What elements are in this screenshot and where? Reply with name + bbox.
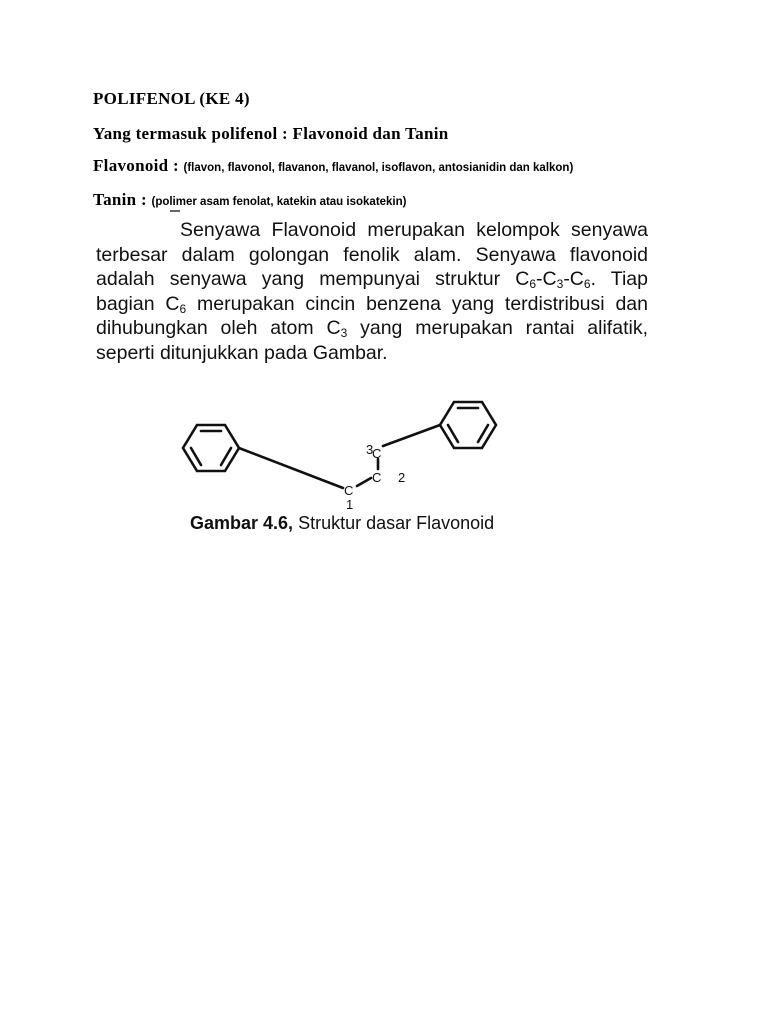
atom-c1: C bbox=[344, 483, 354, 498]
flavonoid-description: Senyawa Flavonoid merupakan kelompok senyawa terbesar dalam golongan fenolik alam. Senyawa flavonoid adalah senyawa yang mempunyai struktur $C_6-C_3-C_6$. Tiap bagian $C_6$ merupakan cincin benzena yang terdistribusi dan dihubungkan oleh atom $C_3$ yang merupakan rantai alifatik, seperti ditunjukkan pada Gambar. bbox=[96, 219, 648, 364]
tanin-detail: (polimer asam fenolat, katekin atau isokatekin) bbox=[151, 196, 407, 208]
polyphenol-types-line: Yang termasuk polifenol : Flavonoid dan Tanin bbox=[93, 124, 449, 143]
bond-ring-c1 bbox=[239, 448, 343, 488]
benzene-ring-left bbox=[183, 425, 239, 471]
tanin-label: Tanin : bbox=[93, 190, 147, 209]
atom-number-3: 3 bbox=[366, 442, 374, 457]
figure-caption: Gambar 4.6, Struktur dasar Flavonoid bbox=[190, 513, 495, 533]
tanin-line bbox=[93, 190, 406, 210]
flavonoid-line bbox=[93, 156, 573, 176]
atom-number-1: 1 bbox=[346, 497, 354, 512]
scan-artifact bbox=[170, 210, 180, 212]
flavonoid-detail: (flavon, flavonol, flavanon, flavanol, isoflavon, antosianidin dan kalkon) bbox=[183, 162, 574, 174]
flavonoid-structure-diagram bbox=[145, 398, 505, 513]
bond-c1-c2 bbox=[357, 478, 371, 486]
atom-c3: C bbox=[372, 446, 382, 461]
atom-number-2: 2 bbox=[398, 470, 406, 485]
benzene-ring-right bbox=[440, 402, 496, 448]
scanned-paragraph bbox=[96, 218, 648, 365]
atom-c2: C bbox=[372, 470, 382, 485]
page-title: POLIFENOL (KE 4) bbox=[93, 89, 250, 108]
bond-c3-ring bbox=[383, 425, 440, 446]
flavonoid-label: Flavonoid : bbox=[93, 156, 179, 175]
